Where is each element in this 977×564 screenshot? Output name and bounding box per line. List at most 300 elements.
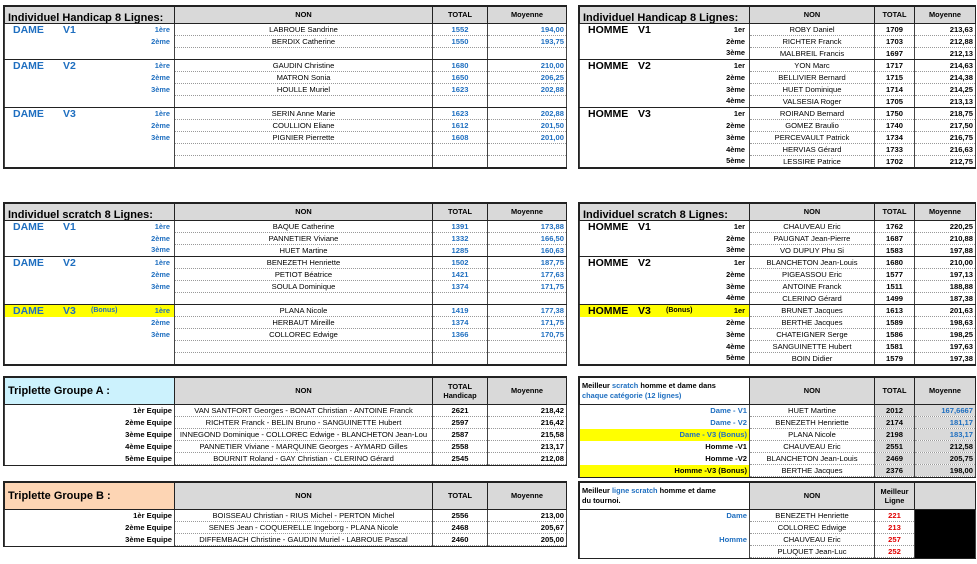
table-row [580,522,976,534]
table-row [580,144,976,156]
col-header-moyenne: Moyenne [915,7,976,24]
total-value: 2597 [433,417,488,429]
total-value: 1702 [875,156,915,168]
moyenne-value: 213,17 [488,441,567,453]
level-label: V3 [638,304,651,317]
player-name: ROBY Daniel [750,24,875,36]
col-header-non: NON [750,378,875,405]
category-cell [580,84,750,96]
category-cell [5,120,175,132]
player-name: PETIOT Béatrice [175,269,433,281]
moyenne-value [488,48,567,60]
category-cell [580,36,750,48]
rank-label: 4ème [726,341,745,351]
moyenne-value: 197,63 [915,341,976,353]
player-name [175,48,433,60]
moyenne-value: 201,00 [488,132,567,144]
category-cell [5,84,175,96]
rank-label: 3ème [726,281,745,291]
total-value: 1612 [433,120,488,132]
col-header-moyenne: Moyenne [488,7,567,24]
moyenne-value [488,293,567,305]
moyenne-value: 197,38 [915,353,976,365]
player-name: BERTHE Jacques [750,465,875,477]
table-row [580,84,976,96]
col-header-non: NON [750,483,875,510]
total-value: 1715 [875,72,915,84]
category-cell [580,245,750,257]
player-name: VALSESIA Roger [750,96,875,108]
player-name: LESSIRE Patrice [750,156,875,168]
total-value: 2174 [875,417,915,429]
category-cell [580,293,750,305]
player-name: PERCEVAULT Patrick [750,132,875,144]
rank-label: 1er [733,221,745,231]
total-value: 2012 [875,405,915,417]
table-row [580,281,976,293]
total-value: 1374 [433,281,488,293]
category-wrap [580,221,749,233]
player-name: CLERINO Gérard [750,293,875,305]
table-row [580,317,976,329]
level-label: V1 [63,220,76,233]
category-wrap [5,48,174,60]
player-name: BENEZETH Henriette [750,417,875,429]
team-rank: 2ème Equipe [5,417,175,429]
moyenne-value: 177,38 [488,305,567,317]
rank-label: 4ème [726,144,745,154]
table-row [5,108,567,120]
total-value: 1687 [875,233,915,245]
category-cell [580,305,750,317]
table-row [580,534,976,546]
rank-label: 2ème [726,72,745,82]
player-name: BLANCHETON Jean-Louis [750,257,875,269]
category-cell [5,317,175,329]
col-header-total: TOTAL [433,483,488,510]
col-header-moyenne: Moyenne [488,378,567,405]
category-label: Homme -V3 (Bonus) [580,465,750,477]
table-row [5,293,567,305]
table-row [580,293,976,305]
category-label: DAME [13,107,44,120]
rank-label: 2ème [726,233,745,243]
category-wrap [580,84,749,96]
rank-label: 3ème [151,132,170,142]
table-row [580,405,976,417]
table-row [5,353,567,365]
category-cell [580,24,750,36]
moyenne-value: 210,00 [915,257,976,269]
category-wrap [580,341,749,353]
team-members: BOURNIT Roland - GAY Christian - CLERINO Gérard [175,453,433,465]
table-row [5,453,567,465]
total-value [433,341,488,353]
category-cell [5,233,175,245]
category-label: HOMME [588,59,629,72]
player-name: BERDIX Catherine [175,36,433,48]
category-label: Dame - V1 [580,405,750,417]
rank-label: 4ème [726,293,745,303]
table-row [580,24,976,36]
moyenne-value: 197,13 [915,269,976,281]
player-name [175,353,433,365]
moyenne-value [488,156,567,168]
category-wrap [5,132,174,144]
table-row [5,245,567,257]
rank-label: 3ème [151,84,170,94]
total-value: 2460 [433,534,488,546]
category-cell [5,329,175,341]
table-row [580,120,976,132]
category-cell [580,48,750,60]
rank-label: 2ème [726,36,745,46]
rank-label: 2ème [151,317,170,327]
player-name: PLANA Nicole [750,429,875,441]
total-value: 1586 [875,329,915,341]
category-wrap [5,120,174,132]
team-members: SENES Jean - COQUERELLE Ingeborg - PLANA Nicole [175,522,433,534]
category-cell [5,36,175,48]
moyenne-value: 218,75 [915,108,976,120]
section-title: Triplette Groupe B : [5,483,175,510]
player-name: PLUQUET Jean-Luc [750,546,875,558]
team-members: PANNETIER Viviane - MARQUINE Georges - AYMARD Gilles [175,441,433,453]
total-value: 1366 [433,329,488,341]
col-header-moyenne: Moyenne [915,204,976,221]
team-rank: 5ème Equipe [5,453,175,465]
category-cell [580,108,750,120]
moyenne-value: 188,88 [915,281,976,293]
rank-label: 3ème [726,84,745,94]
black-filler [915,534,976,546]
player-name: BELLIVIER Bernard [750,72,875,84]
total-value: 1608 [433,132,488,144]
total-value: 1705 [875,96,915,108]
moyenne-value: 177,63 [488,269,567,281]
total-value: 1421 [433,269,488,281]
table-row [580,60,976,72]
rank-label: 1ère [154,221,170,231]
table-row [580,305,976,317]
col-header-non: NON [175,7,433,24]
table-row [580,132,976,144]
moyenne-value: 183,17 [915,429,976,441]
category-label: HOMME [588,107,629,120]
col-header-non: NON [175,483,433,510]
category-cell [5,269,175,281]
total-value: 1583 [875,245,915,257]
player-name: RICHTER Franck [750,36,875,48]
moyenne-value: 205,00 [488,534,567,546]
table-row [5,36,567,48]
table-row [5,257,567,269]
total-value: 2587 [433,429,488,441]
moyenne-value: 173,88 [488,221,567,233]
best-scratch-table [578,376,976,478]
category-wrap [580,329,749,341]
category-cell [5,24,175,36]
category-cell [580,144,750,156]
moyenne-value: 171,75 [488,281,567,293]
category-cell [5,96,175,108]
total-value: 1709 [875,24,915,36]
category-wrap [5,257,174,269]
category-wrap [5,293,174,305]
rank-label: 3ème [151,281,170,291]
category-cell [5,221,175,233]
category-wrap [580,269,749,281]
category-wrap [580,120,749,132]
player-name [175,96,433,108]
team-members: BOISSEAU Christian - RIUS Michel - PERTON Michel [175,510,433,522]
best-line-score: 257 [875,534,915,546]
category-cell [580,221,750,233]
level-label: V1 [638,23,651,36]
total-value: 1391 [433,221,488,233]
table-row [5,144,567,156]
rank-label: 1ère [154,24,170,34]
best-line-table [578,481,976,559]
best-line-score: 221 [875,510,915,522]
table-row [580,245,976,257]
table-row [5,221,567,233]
moyenne-value: 212,75 [915,156,976,168]
col-header-non: NON [750,7,875,24]
player-name: BAQUE Catherine [175,221,433,233]
rank-label: 1er [733,60,745,70]
player-name [175,156,433,168]
table-row [5,233,567,245]
category-wrap [5,60,174,72]
moyenne-value: 214,63 [915,60,976,72]
moyenne-value [488,353,567,365]
section-title: Triplette Groupe A : [5,378,175,405]
total-value: 1579 [875,353,915,365]
moyenne-value: 212,08 [488,453,567,465]
category-wrap [580,156,749,168]
team-rank: 2ème Equipe [5,522,175,534]
table-row [580,453,976,465]
moyenne-value [488,341,567,353]
col-header-moyenne: Moyenne [488,483,567,510]
col-header-total: TOTAL [433,204,488,221]
player-name: CHAUVEAU Eric [750,534,875,546]
table-row [5,510,567,522]
player-name: HERBAUT Mireille [175,317,433,329]
category-wrap [5,281,174,293]
player-name: HERVIAS Gérard [750,144,875,156]
level-label: V1 [638,220,651,233]
moyenne-value: 212,13 [915,48,976,60]
rank-label: 2ème [151,36,170,46]
player-name [175,293,433,305]
player-name: BRUNET Jacques [750,305,875,317]
level-label: V2 [638,256,651,269]
moyenne-value: 213,13 [915,96,976,108]
moyenne-value: 218,42 [488,405,567,417]
player-name: ANTOINE Franck [750,281,875,293]
category-cell [580,156,750,168]
player-name: CHAUVEAU Eric [750,221,875,233]
total-value: 1703 [875,36,915,48]
moyenne-value: 201,50 [488,120,567,132]
category-cell [580,281,750,293]
category-wrap [580,281,749,293]
moyenne-value: 194,00 [488,24,567,36]
best-line-score: 213 [875,522,915,534]
rank-label: 4ème [726,96,745,106]
table-row [5,329,567,341]
player-name [175,144,433,156]
player-name: PLANA Nicole [175,305,433,317]
table-row [580,72,976,84]
col-header-moyenne: Moyenne [915,378,976,405]
best-line-title: Meilleur ligne scratch homme et dame du tournoi. [580,483,750,510]
category-label: DAME [13,23,44,36]
moyenne-value: 198,25 [915,329,976,341]
total-value [433,48,488,60]
total-value: 1650 [433,72,488,84]
moyenne-value: 198,00 [915,465,976,477]
team-members: RICHTER Franck - BELIN Bruno - SANGUINETTE Hubert [175,417,433,429]
player-name: BENEZETH Henriette [750,510,875,522]
total-value: 1697 [875,48,915,60]
total-value: 1499 [875,293,915,305]
rank-label: 3ème [726,245,745,255]
table-row [5,534,567,546]
best-line-score: 252 [875,546,915,558]
moyenne-value [488,96,567,108]
player-name: HUET Martine [175,245,433,257]
total-value: 1581 [875,341,915,353]
triplette-b-table [3,481,567,547]
category-wrap [580,108,749,120]
moyenne-value: 212,58 [915,441,976,453]
table-row [580,441,976,453]
moyenne-value: 181,17 [915,417,976,429]
category-label: DAME [13,220,44,233]
table-row [580,233,976,245]
bonus-label: (Bonus) [91,306,118,314]
category-cell [580,317,750,329]
moyenne-value: 210,00 [488,60,567,72]
scratch-homme-table [578,202,976,366]
table-row [5,522,567,534]
category-label: Homme [580,534,750,546]
category-cell [580,72,750,84]
player-name: CHATEIGNER Serge [750,329,875,341]
total-value: 1733 [875,144,915,156]
category-wrap [5,24,174,36]
rank-label: 1er [733,108,745,118]
handicap-homme-table [578,5,976,169]
category-cell [5,353,175,365]
category-wrap [5,72,174,84]
category-cell [5,108,175,120]
category-wrap [580,96,749,108]
table-row [580,156,976,168]
category-cell [5,144,175,156]
rank-label: 1ère [154,60,170,70]
table-row [5,156,567,168]
category-wrap [580,132,749,144]
team-members: INNEGOND Dominique - COLLOREC Edwige - BLANCHETON Jean-Lou [175,429,433,441]
category-label: HOMME [588,23,629,36]
category-wrap [580,293,749,305]
player-name: GAUDIN Christine [175,60,433,72]
category-wrap [5,84,174,96]
total-value: 1552 [433,24,488,36]
category-wrap [5,317,174,329]
col-header-total: TOTAL [875,378,915,405]
team-members: DIFFEMBACH Christine - GAUDIN Muriel - LABROUE Pascal [175,534,433,546]
player-name: SOULA Dominique [175,281,433,293]
black-filler [915,483,976,510]
category-cell [580,120,750,132]
category-cell [5,281,175,293]
table-row [5,48,567,60]
table-row [5,341,567,353]
player-name: BOIN Didier [750,353,875,365]
table-row [580,48,976,60]
table-row [5,417,567,429]
triplette-a-body [5,405,567,465]
category-cell [5,48,175,60]
table-row [580,546,976,558]
category-label: Dame - V2 [580,417,750,429]
total-value: 1734 [875,132,915,144]
category-wrap [5,221,174,233]
moyenne-value: 201,63 [915,305,976,317]
handicap-homme-body [580,24,976,168]
player-name: CHAUVEAU Eric [750,441,875,453]
rank-label: 2ème [726,269,745,279]
table-row [580,329,976,341]
category-label [580,522,750,534]
category-cell [580,269,750,281]
moyenne-value: 216,63 [915,144,976,156]
table-row [580,108,976,120]
bonus-label: (Bonus) [666,306,693,314]
category-cell [580,132,750,144]
category-label: HOMME [588,304,629,317]
table-row [5,84,567,96]
category-wrap [5,233,174,245]
team-rank: 4ème Equipe [5,441,175,453]
player-name: BENEZETH Henriette [175,257,433,269]
category-cell [580,60,750,72]
moyenne-value: 215,58 [488,429,567,441]
player-name [175,341,433,353]
col-header-non: NON [175,378,433,405]
category-cell [5,156,175,168]
rank-label: 2ème [726,120,745,130]
total-value: 2468 [433,522,488,534]
total-value [433,353,488,365]
moyenne-value: 202,88 [488,108,567,120]
team-rank: 3ème Equipe [5,429,175,441]
table-row [5,24,567,36]
category-label: Homme -V1 [580,441,750,453]
moyenne-value: 205,75 [915,453,976,465]
total-value: 1374 [433,317,488,329]
player-name: MALBREIL Francis [750,48,875,60]
col-header-moyenne: Moyenne [488,204,567,221]
rank-label: 5ème [726,353,745,363]
total-value: 1680 [875,257,915,269]
player-name: SANGUINETTE Hubert [750,341,875,353]
